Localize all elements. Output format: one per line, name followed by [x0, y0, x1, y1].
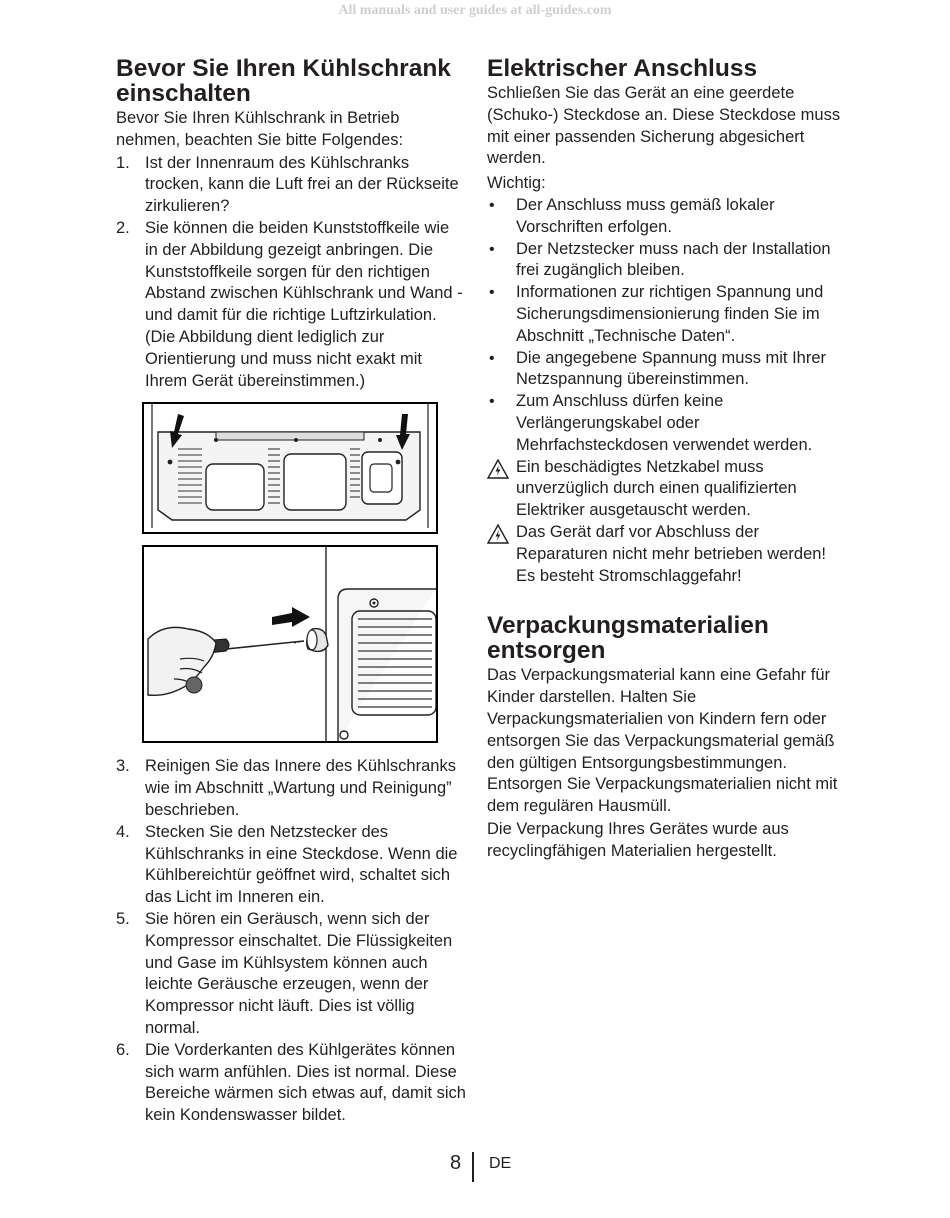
bullet-item: [487, 195, 842, 239]
language-code: DE: [489, 1155, 512, 1172]
intro-text: Bevor Sie Ihren Kühlschrank in Betrieb nehmen, beachten Sie bitte Folgendes:: [116, 109, 404, 149]
step-item: [116, 822, 466, 909]
bullet-text: Die angegebene Spannung muss mit Ihrer Netzspannung übereinstimmen.: [516, 348, 827, 389]
wedge-installation-illustration: [144, 547, 436, 741]
step-number: 1.: [116, 153, 130, 172]
step-text: Ist der Innenraum des Kühlschranks trocken, kann die Luft frei an der Rückseite zirkulieren?: [145, 153, 459, 216]
warning-item: [487, 457, 842, 522]
electric-warning-icon: [487, 459, 509, 479]
section-title-packaging-disposal: Verpackungsmaterialien entsorgen: [487, 612, 769, 665]
step-text: Sie hören ein Geräusch, wenn sich der Kompressor einschaltet. Die Flüssigkeiten und Gase im Kühlsystem können auch leichte Geräusche erzeugen, wenn der Kompressor nicht läuft. Dies ist völlig normal.: [145, 909, 453, 1037]
bullet-text: Das Gerät darf vor Abschluss der Reparaturen nicht mehr betrieben werden! Es besteht Stromschlaggefahr!: [516, 522, 827, 585]
footer-divider: [472, 1152, 474, 1182]
page-number: 8: [450, 1152, 462, 1174]
right-column: [487, 56, 842, 863]
step-text: Reinigen Sie das Innere des Kühlschranks wie im Abschnitt „Wartung und Reinigung” beschrieben.: [145, 757, 456, 819]
bullet-dot-icon: •: [489, 393, 495, 411]
bullet-item: [487, 348, 842, 392]
figure-wedge-installation: [142, 545, 438, 743]
section-title-electrical-connection: Elektrischer Anschluss: [487, 55, 758, 82]
step-text: Die Vorderkanten des Kühlgerätes können sich warm anfühlen. Dies ist normal. Diese Bereiche wärmen sich etwas auf, damit sich kein Kondenswasser bildet.: [145, 1040, 466, 1125]
warning-item: [487, 522, 842, 587]
fridge-back-illustration: [144, 404, 436, 532]
bullet-text: Informationen zur richtigen Spannung und Sicherungsdimensionierung finden Sie im Abschnitt „Technische Daten“.: [516, 283, 824, 345]
step-item: [116, 153, 466, 218]
steps-list-a: [116, 153, 466, 393]
packaging-text: Das Verpackungsmaterial kann eine Gefahr für Kinder darstellen. Halten Sie Verpackungsmaterialien von Kindern fern oder entsorgen Sie das Verpackungsmaterial gemäß den gültigen Entsorgungsbestimmungen. Entsorgen Sie Verpackungsmaterialien nicht mit dem regulären Hausmüll.: [487, 666, 838, 816]
electrical-bullets: [487, 195, 842, 587]
important-label: Wichtig:: [487, 174, 546, 193]
step-item: [116, 218, 466, 392]
bullet-item: [487, 239, 842, 283]
electric-warning-icon: [487, 524, 509, 544]
step-number: 6.: [116, 1040, 130, 1059]
recycling-text: Die Verpackung Ihres Gerätes wurde aus recyclingfähigen Materialien hergestellt.: [487, 819, 789, 860]
figure-fridge-back-wedges: [142, 402, 438, 534]
bullet-dot-icon: •: [489, 284, 495, 302]
bullet-text: Zum Anschluss dürfen keine Verlängerungskabel oder Mehrfachsteckdosen verwendet werden.: [516, 392, 813, 454]
step-text: Sie können die beiden Kunststoffkeile wie in der Abbildung gezeigt anbringen. Die Kunststoffkeile sorgen für den richtigen Abstand zwischen Kühlschrank und Wand - und damit für die richtige Luftzirkulation. (Die Abbildung dient lediglich zur Orientierung und muss nicht exakt mit Ihrem Gerät übereinstimmen.): [145, 218, 463, 390]
step-text: Stecken Sie den Netzstecker des Kühlschranks in eine Steckdose. Wenn die Kühlbereichtür geöffnet wird, schaltet sich das Licht im Inneren ein.: [145, 822, 458, 907]
bullet-item: [487, 282, 842, 347]
step-item: [116, 1040, 466, 1127]
step-item: [116, 909, 466, 1040]
step-number: 4.: [116, 822, 130, 841]
bullet-dot-icon: •: [489, 196, 495, 214]
steps-list-b: [116, 756, 466, 1127]
bullet-item: [487, 391, 842, 456]
bullet-text: Ein beschädigtes Netzkabel muss unverzüglich durch einen qualifizierten Elektriker ausgetauscht werden.: [516, 457, 797, 520]
left-column: [116, 56, 466, 1127]
section-title-before-switching-on: Bevor Sie Ihren Kühlschrank einschalten: [116, 55, 451, 107]
electrical-intro: Schließen Sie das Gerät an eine geerdete (Schuko-) Steckdose an. Diese Steckdose muss mit einer passenden Sicherung abgesichert werden.: [487, 84, 841, 168]
bullet-text: Der Netzstecker muss nach der Installation frei zugänglich bleiben.: [516, 239, 831, 280]
step-item: [116, 756, 466, 821]
watermark: All manuals and user guides at all-guides.com: [338, 3, 612, 18]
bullet-dot-icon: •: [489, 240, 495, 258]
bullet-dot-icon: •: [489, 349, 495, 367]
step-number: 3.: [116, 757, 130, 776]
step-number: 2.: [116, 218, 130, 237]
step-number: 5.: [116, 909, 130, 928]
bullet-text: Der Anschluss muss gemäß lokaler Vorschriften erfolgen.: [516, 195, 775, 236]
